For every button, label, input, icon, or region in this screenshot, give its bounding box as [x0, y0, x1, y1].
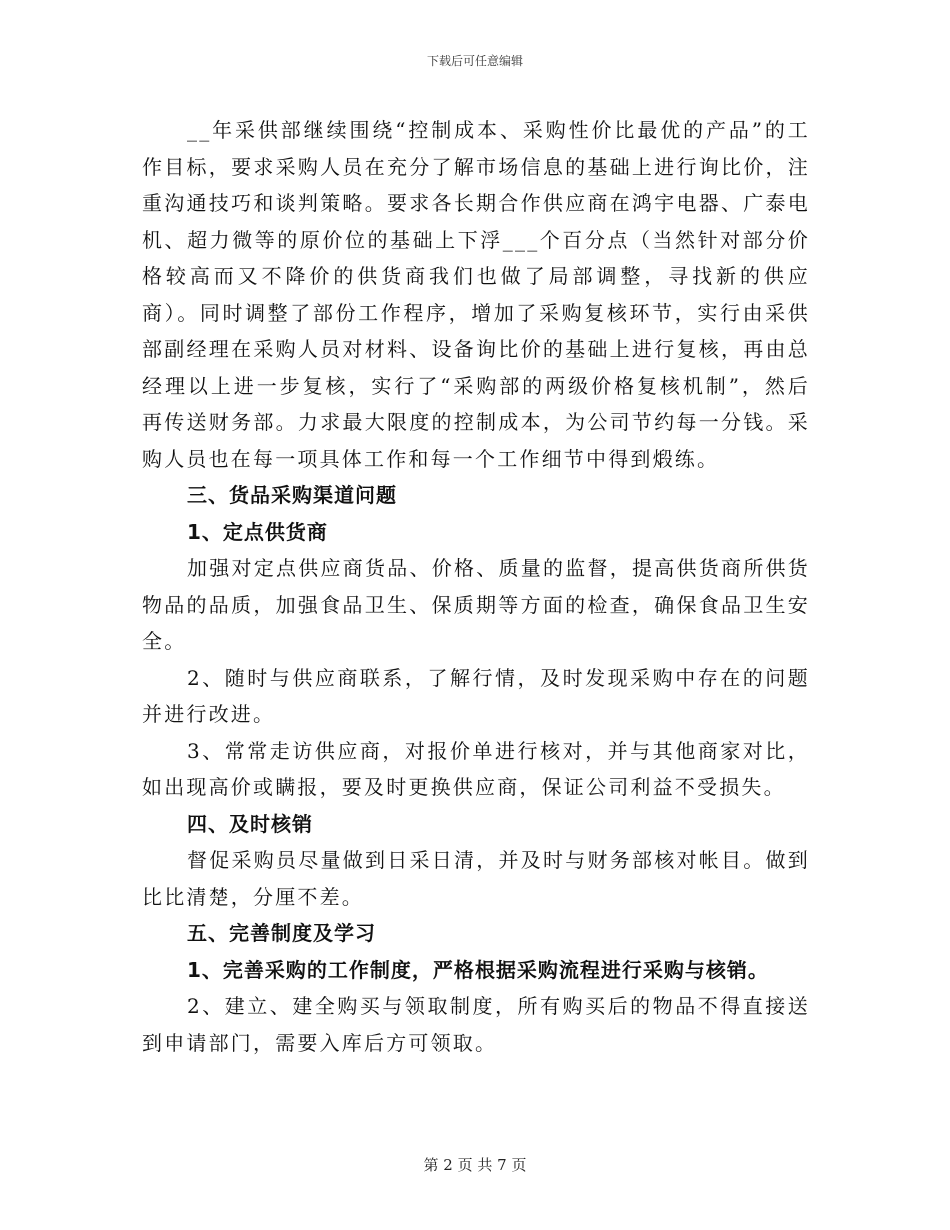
section-heading: 四、及时核销	[187, 811, 313, 836]
body-paragraph: __年采供部继续围绕“控制成本、采购性价比最优的产品”的工作目标，要求采购人员在充分了解市场信息的基础上进行询比价，注重沟通技巧和谈判策略。要求各长期合作供应商在鸿宇电器、广泰电机、超力微等的原价位的基础上下浮___个百分点（当然针对部分价格较高而又不降价的供货商我们也做了局部调整，寻找新的供应商）。同时调整了部份工作程序，增加了采购复核环节，实行由采供部副经理在采购人员对材料、设备询比价的基础上进行复核，再由总经理以上进一步复核，实行了“采购部的两级价格复核机制”，然后再传送财务部。力求最大限度的控制成本，为公司节约每一分钱。采购人员也在每一项具体工作和每一个工作细节中得到煅练。	[142, 118, 810, 471]
section-heading: 五、完善制度及学习	[187, 921, 376, 945]
subsection-heading: 1、完善采购的工作制度，严格根据采购流程进行采购与核销。	[187, 957, 769, 982]
body-paragraph: 2、随时与供应商联系，了解行情，及时发现采购中存在的问题并进行改进。	[142, 665, 810, 726]
body-paragraph: 督促采购员尽量做到日采日清，并及时与财务部核对帐目。做到比比清楚，分厘不差。	[142, 848, 810, 909]
document-body	[142, 112, 810, 1061]
page-header: 下载后可任意编辑	[426, 54, 523, 68]
body-paragraph: 2、建立、建全购买与领取制度，所有购买后的物品不得直接送到申请部门，需要入库后方可领取。	[142, 994, 810, 1055]
subsection-heading: 1、定点供货商	[187, 519, 328, 544]
section-heading: 三、货品采购渠道问题	[187, 483, 397, 507]
page-footer: 第 2 页 共 7 页	[423, 1156, 527, 1174]
body-paragraph: 加强对定点供应商货品、价格、质量的监督，提高供货商所供货物品的品质，加强食品卫生、保质期等方面的检查，确保食品卫生安全。	[142, 556, 810, 653]
body-paragraph: 3、常常走访供应商，对报价单进行核对，并与其他商家对比，如出现高价或瞒报，要及时更换供应商，保证公司利益不受损失。	[142, 738, 810, 799]
